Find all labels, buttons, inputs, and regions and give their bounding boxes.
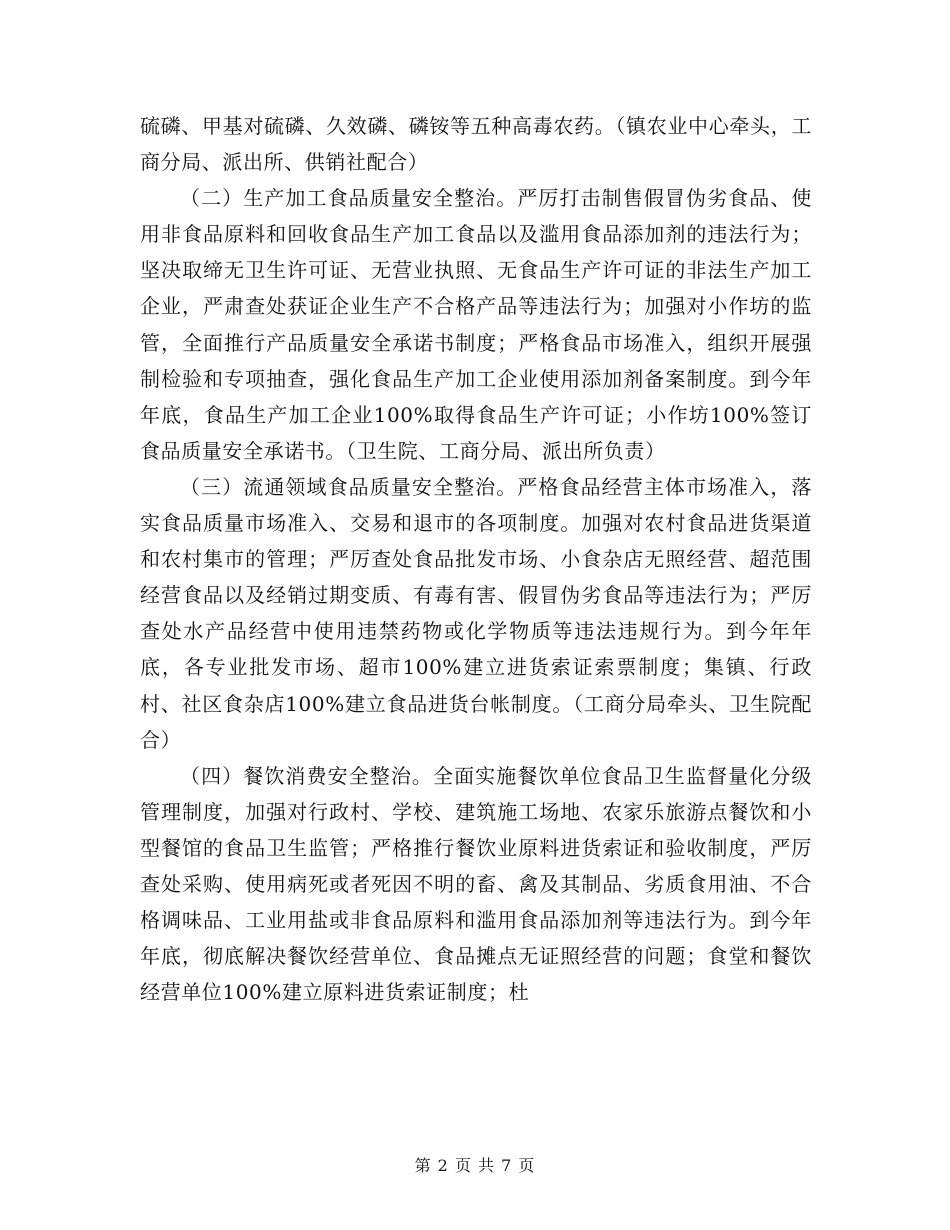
paragraph-section-3: （三）流通领域食品质量安全整治。严格食品经营主体市场准入，落实食品质量市场准入、交易和退市的各项制度。加强对农村食品进货渠道和农村集市的管理；严厉查处食品批发市场、小食杂店无照经营、超范围经营食品以及经销过期变质、有毒有害、假冒伪劣食品等违法行为；严厉查处水产品经营中使用违禁药物或化学物质等违法违规行为。到今年年底，各专业批发市场、超市100%建立进货索证索票制度；集镇、行政村、社区食杂店100%建立食品进货台帐制度。（工商分局牵头、卫生院配合） (140, 474, 812, 752)
document-body (140, 108, 812, 1010)
page-number-footer: 第 2 页 共 7 页 (414, 1156, 536, 1175)
paragraph-section-4: （四）餐饮消费安全整治。全面实施餐饮单位食品卫生监督量化分级管理制度，加强对行政村、学校、建筑施工场地、农家乐旅游点餐饮和小型餐馆的食品卫生监管；严格推行餐饮业原料进货索证和验收制度，严厉查处采购、使用病死或者死因不明的畜、禽及其制品、劣质食用油、不合格调味品、工业用盐或非食品原料和滥用食品添加剂等违法行为。到今年年底，彻底解决餐饮经营单位、食品摊点无证照经营的问题；食堂和餐饮经营单位100%建立原料进货索证制度；杜 (140, 763, 812, 1005)
paragraph-continuation: 硫磷、甲基对硫磷、久效磷、磷铵等五种高毒农药。（镇农业中心牵头，工商分局、派出所、供销社配合） (140, 114, 812, 175)
paragraph-section-2: （二）生产加工食品质量安全整治。严厉打击制售假冒伪劣食品、使用非食品原料和回收食品生产加工食品以及滥用食品添加剂的违法行为；坚决取缔无卫生许可证、无营业执照、无食品生产许可证的非法生产加工企业，严肃查处获证企业生产不合格产品等违法行为；加强对小作坊的监管，全面推行产品质量安全承诺书制度；严格食品市场准入，组织开展强制检验和专项抽查，强化食品生产加工企业使用添加剂备案制度。到今年年底，食品生产加工企业100%取得食品生产许可证；小作坊100%签订食品质量安全承诺书。（卫生院、工商分局、派出所负责） (140, 186, 812, 463)
